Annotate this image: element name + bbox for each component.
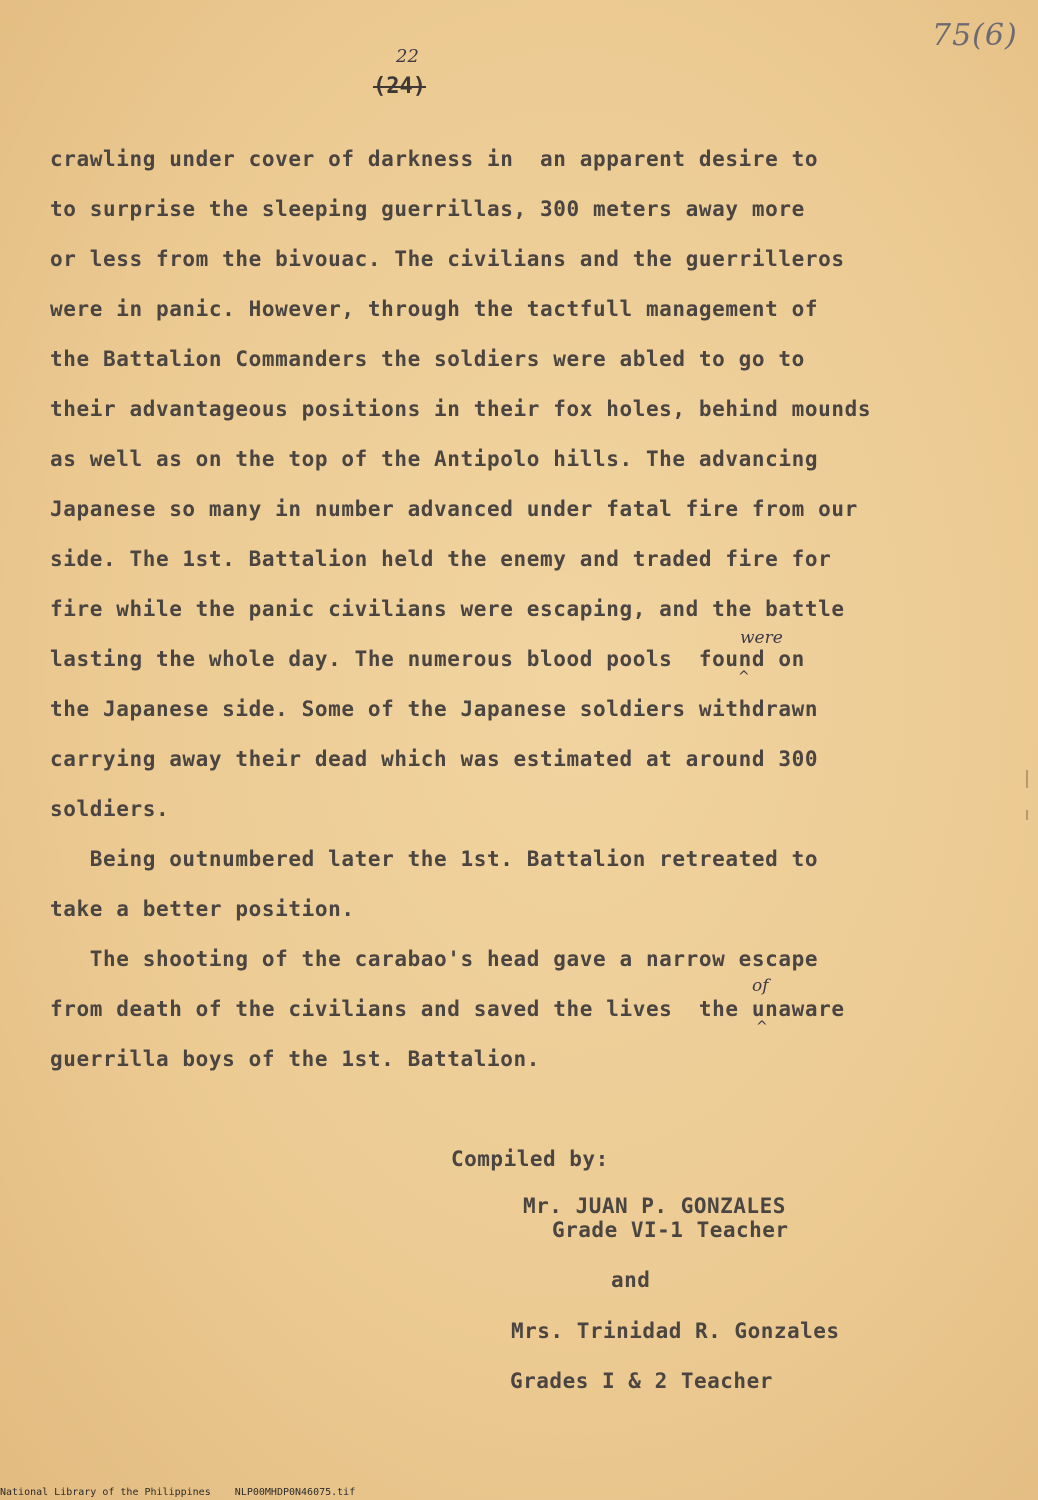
body-line: from death of the civilians and saved the lives the unaware — [50, 997, 845, 1021]
compiler-title-1: Grade VI-1 Teacher — [552, 1218, 789, 1242]
body-line: Japanese so many in number advanced under fatal fire from our — [50, 497, 858, 521]
body-line: fire while the panic civilians were escaping, and the battle — [50, 597, 845, 621]
body-line: were in panic. However, through the tactfull management of — [50, 297, 819, 321]
body-line: as well as on the top of the Antipolo hills. The advancing — [50, 447, 819, 471]
compiled-by-label: Compiled by: — [451, 1147, 609, 1171]
body-line: or less from the bivouac. The civilians and the guerrilleros — [50, 247, 845, 271]
archive-reference-number: 75(6) — [932, 18, 1018, 53]
insertion-caret: ^ — [738, 669, 750, 685]
insertion-caret: ^ — [756, 1019, 768, 1035]
body-line: the Japanese side. Some of the Japanese soldiers withdrawn — [50, 697, 819, 721]
body-line: to surprise the sleeping guerrillas, 300 meters away more — [50, 197, 805, 221]
body-line: take a better position. — [50, 897, 355, 921]
compiler-name-2: Mrs. Trinidad R. Gonzales — [511, 1319, 840, 1343]
body-line: Being outnumbered later the 1st. Battalion retreated to — [50, 847, 819, 871]
compiler-name-1: Mr. JUAN P. GONZALES — [523, 1194, 786, 1218]
margin-mark — [1026, 810, 1028, 820]
handwritten-insertion-of: of — [752, 976, 769, 996]
body-line: lasting the whole day. The numerous blood pools found on — [50, 647, 805, 671]
body-line: guerrilla boys of the 1st. Battalion. — [50, 1047, 540, 1071]
typed-page-number: (24) — [373, 74, 426, 99]
body-line: side. The 1st. Battalion held the enemy and traded fire for — [50, 547, 832, 571]
and-label: and — [611, 1268, 651, 1292]
body-line: carrying away their dead which was estimated at around 300 — [50, 747, 819, 771]
body-line: crawling under cover of darkness in an apparent desire to — [50, 147, 819, 171]
body-line: their advantageous positions in their fox holes, behind mounds — [50, 397, 872, 421]
body-line: the Battalion Commanders the soldiers were abled to go to — [50, 347, 805, 371]
handwritten-page-number: 22 — [396, 46, 419, 67]
body-line: soldiers. — [50, 797, 170, 821]
compiler-title-2: Grades I & 2 Teacher — [510, 1369, 773, 1393]
handwritten-insertion-were: were — [740, 628, 783, 648]
margin-mark — [1026, 770, 1028, 788]
body-line: The shooting of the carabao's head gave a narrow escape — [50, 947, 819, 971]
archive-footer: National Library of the Philippines NLP00MHDP0N46075.tif — [0, 1487, 356, 1498]
